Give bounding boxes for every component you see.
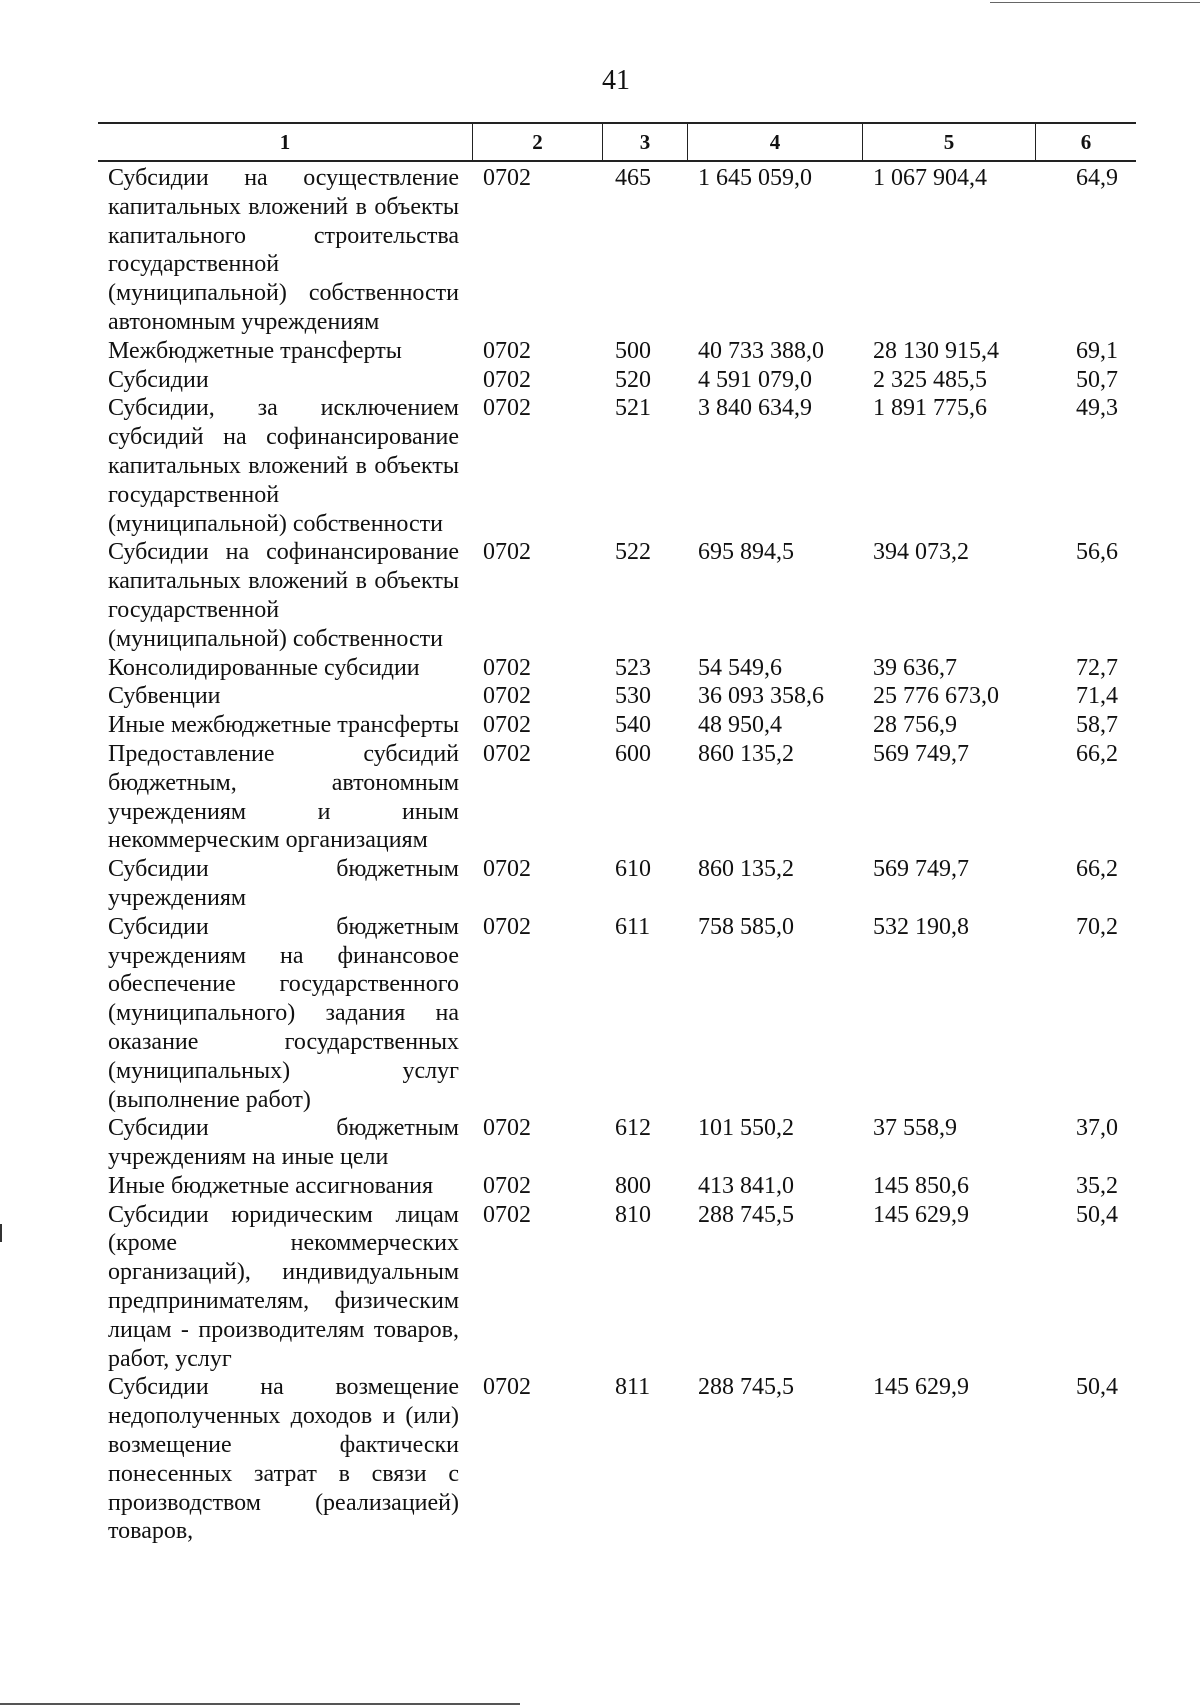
- section-code-cell: 0702: [483, 337, 531, 364]
- scan-bottom-line: [0, 1703, 520, 1705]
- plan-amount-cell: 413 841,0: [698, 1172, 794, 1199]
- actual-amount-cell: 25 776 673,0: [873, 683, 999, 710]
- header-col-5: 5: [863, 124, 1036, 160]
- item-name-cell: Консолидированные субсидии: [108, 654, 420, 681]
- expense-type-cell: 540: [615, 712, 651, 739]
- table-body: [98, 162, 1136, 1546]
- table-row: [98, 1114, 1136, 1172]
- budget-table: [98, 122, 1136, 1546]
- table-row: [98, 740, 1136, 855]
- header-col-4: 4: [688, 124, 863, 160]
- percent-cell: 72,7: [1076, 654, 1118, 681]
- header-col-1: 1: [98, 124, 473, 160]
- plan-amount-cell: 36 093 358,6: [698, 683, 824, 710]
- section-code-cell: 0702: [483, 395, 531, 422]
- section-code-cell: 0702: [483, 683, 531, 710]
- plan-amount-cell: 54 549,6: [698, 654, 782, 681]
- table-row: [98, 711, 1136, 740]
- table-row: [98, 855, 1136, 913]
- percent-cell: 35,2: [1076, 1172, 1118, 1199]
- section-code-cell: 0702: [483, 654, 531, 681]
- header-col-3: 3: [603, 124, 688, 160]
- item-name-cell: Субсидии на осуществление капитальных вложений в объекты капитального строительства государственной (муниципальной) собственности автономным учреждениям: [108, 165, 459, 335]
- expense-type-cell: 522: [615, 539, 651, 566]
- expense-type-cell: 610: [615, 856, 651, 883]
- item-name-cell: Субсидии бюджетным учреждениям на иные цели: [108, 1115, 459, 1171]
- percent-cell: 71,4: [1076, 683, 1118, 710]
- plan-amount-cell: 288 745,5: [698, 1374, 794, 1401]
- actual-amount-cell: 394 073,2: [873, 539, 969, 566]
- section-code-cell: 0702: [483, 1172, 531, 1199]
- item-name-cell: Субсидии на софинансирование капитальных вложений в объекты государственной (муниципальной) собственности: [108, 539, 459, 652]
- percent-cell: 50,7: [1076, 366, 1118, 393]
- table-row: [98, 366, 1136, 395]
- actual-amount-cell: 37 558,9: [873, 1115, 957, 1142]
- actual-amount-cell: 145 629,9: [873, 1201, 969, 1228]
- page-number: 41: [602, 65, 630, 96]
- actual-amount-cell: 145 629,9: [873, 1374, 969, 1401]
- table-row: [98, 1373, 1136, 1546]
- plan-amount-cell: 48 950,4: [698, 712, 782, 739]
- plan-amount-cell: 288 745,5: [698, 1201, 794, 1228]
- expense-type-cell: 521: [615, 395, 651, 422]
- plan-amount-cell: 40 733 388,0: [698, 337, 824, 364]
- table-row: [98, 164, 1136, 337]
- expense-type-cell: 800: [615, 1172, 651, 1199]
- table-row: [98, 538, 1136, 653]
- section-code-cell: 0702: [483, 366, 531, 393]
- plan-amount-cell: 4 591 079,0: [698, 366, 812, 393]
- item-name-cell: Субсидии, за исключением субсидий на софинансирование капитальных вложений в объекты государственной (муниципальной) собственности: [108, 395, 459, 537]
- expense-type-cell: 500: [615, 337, 651, 364]
- plan-amount-cell: 1 645 059,0: [698, 165, 812, 191]
- actual-amount-cell: 2 325 485,5: [873, 366, 987, 393]
- expense-type-cell: 465: [615, 165, 651, 191]
- actual-amount-cell: 1 891 775,6: [873, 395, 987, 422]
- actual-amount-cell: 145 850,6: [873, 1172, 969, 1199]
- actual-amount-cell: 569 749,7: [873, 856, 969, 883]
- section-code-cell: 0702: [483, 165, 531, 191]
- section-code-cell: 0702: [483, 913, 531, 940]
- expense-type-cell: 810: [615, 1201, 651, 1228]
- actual-amount-cell: 28 130 915,4: [873, 337, 999, 364]
- header-col-2: 2: [473, 124, 603, 160]
- expense-type-cell: 611: [615, 913, 651, 940]
- scan-top-line: [990, 2, 1200, 3]
- item-name-cell: Иные межбюджетные трансферты: [108, 712, 459, 739]
- item-name-cell: Межбюджетные трансферты: [108, 337, 402, 364]
- table-row: [98, 654, 1136, 683]
- percent-cell: 58,7: [1076, 712, 1118, 739]
- item-name-cell: Субсидии бюджетным учреждениям: [108, 856, 459, 911]
- plan-amount-cell: 758 585,0: [698, 913, 794, 940]
- percent-cell: 69,1: [1076, 337, 1118, 364]
- expense-type-cell: 530: [615, 683, 651, 710]
- actual-amount-cell: 532 190,8: [873, 913, 969, 940]
- expense-type-cell: 520: [615, 366, 651, 393]
- table-row: [98, 394, 1136, 538]
- actual-amount-cell: 39 636,7: [873, 654, 957, 681]
- expense-type-cell: 523: [615, 654, 651, 681]
- table-row: [98, 1172, 1136, 1201]
- expense-type-cell: 600: [615, 740, 651, 767]
- percent-cell: 64,9: [1076, 165, 1118, 191]
- item-name-cell: Иные бюджетные ассигнования: [108, 1172, 433, 1199]
- table-row: [98, 1201, 1136, 1374]
- percent-cell: 50,4: [1076, 1201, 1118, 1228]
- item-name-cell: Субсидии: [108, 366, 209, 393]
- percent-cell: 37,0: [1076, 1115, 1118, 1142]
- table-row: [98, 682, 1136, 711]
- plan-amount-cell: 3 840 634,9: [698, 395, 812, 422]
- actual-amount-cell: 569 749,7: [873, 740, 969, 767]
- table-header: [98, 122, 1136, 162]
- plan-amount-cell: 101 550,2: [698, 1115, 794, 1142]
- item-name-cell: Субсидии на возмещение недополученных доходов и (или) возмещение фактически понесенных затрат в связи с производством (реализацией) товаров,: [108, 1374, 459, 1545]
- table-row: [98, 337, 1136, 366]
- plan-amount-cell: 860 135,2: [698, 740, 794, 767]
- item-name-cell: Субвенции: [108, 683, 221, 710]
- table-row: [98, 913, 1136, 1115]
- section-code-cell: 0702: [483, 856, 531, 883]
- section-code-cell: 0702: [483, 539, 531, 566]
- plan-amount-cell: 860 135,2: [698, 856, 794, 883]
- expense-type-cell: 612: [615, 1115, 651, 1142]
- percent-cell: 70,2: [1076, 913, 1118, 940]
- plan-amount-cell: 695 894,5: [698, 539, 794, 566]
- scan-edge-mark: [0, 1224, 2, 1242]
- percent-cell: 66,2: [1076, 740, 1118, 767]
- percent-cell: 50,4: [1076, 1374, 1118, 1401]
- actual-amount-cell: 1 067 904,4: [873, 165, 987, 191]
- item-name-cell: Предоставление субсидий бюджетным, автономным учреждениям и иным некоммерческим организациям: [108, 740, 459, 854]
- section-code-cell: 0702: [483, 712, 531, 739]
- section-code-cell: 0702: [483, 1115, 531, 1142]
- item-name-cell: Субсидии бюджетным учреждениям на финансовое обеспечение государственного (муниципального) задания на оказание государственных (муниципальных) услуг (выполнение работ): [108, 913, 459, 1113]
- section-code-cell: 0702: [483, 1374, 531, 1401]
- expense-type-cell: 811: [615, 1374, 651, 1401]
- percent-cell: 49,3: [1076, 395, 1118, 422]
- actual-amount-cell: 28 756,9: [873, 712, 957, 739]
- section-code-cell: 0702: [483, 1201, 531, 1228]
- item-name-cell: Субсидии юридическим лицам (кроме некоммерческих организаций), индивидуальным предпринимателям, физическим лицам - производителям товаров, работ, услуг: [108, 1201, 459, 1372]
- percent-cell: 66,2: [1076, 856, 1118, 883]
- section-code-cell: 0702: [483, 740, 531, 767]
- percent-cell: 56,6: [1076, 539, 1118, 566]
- header-col-6: 6: [1080, 129, 1092, 154]
